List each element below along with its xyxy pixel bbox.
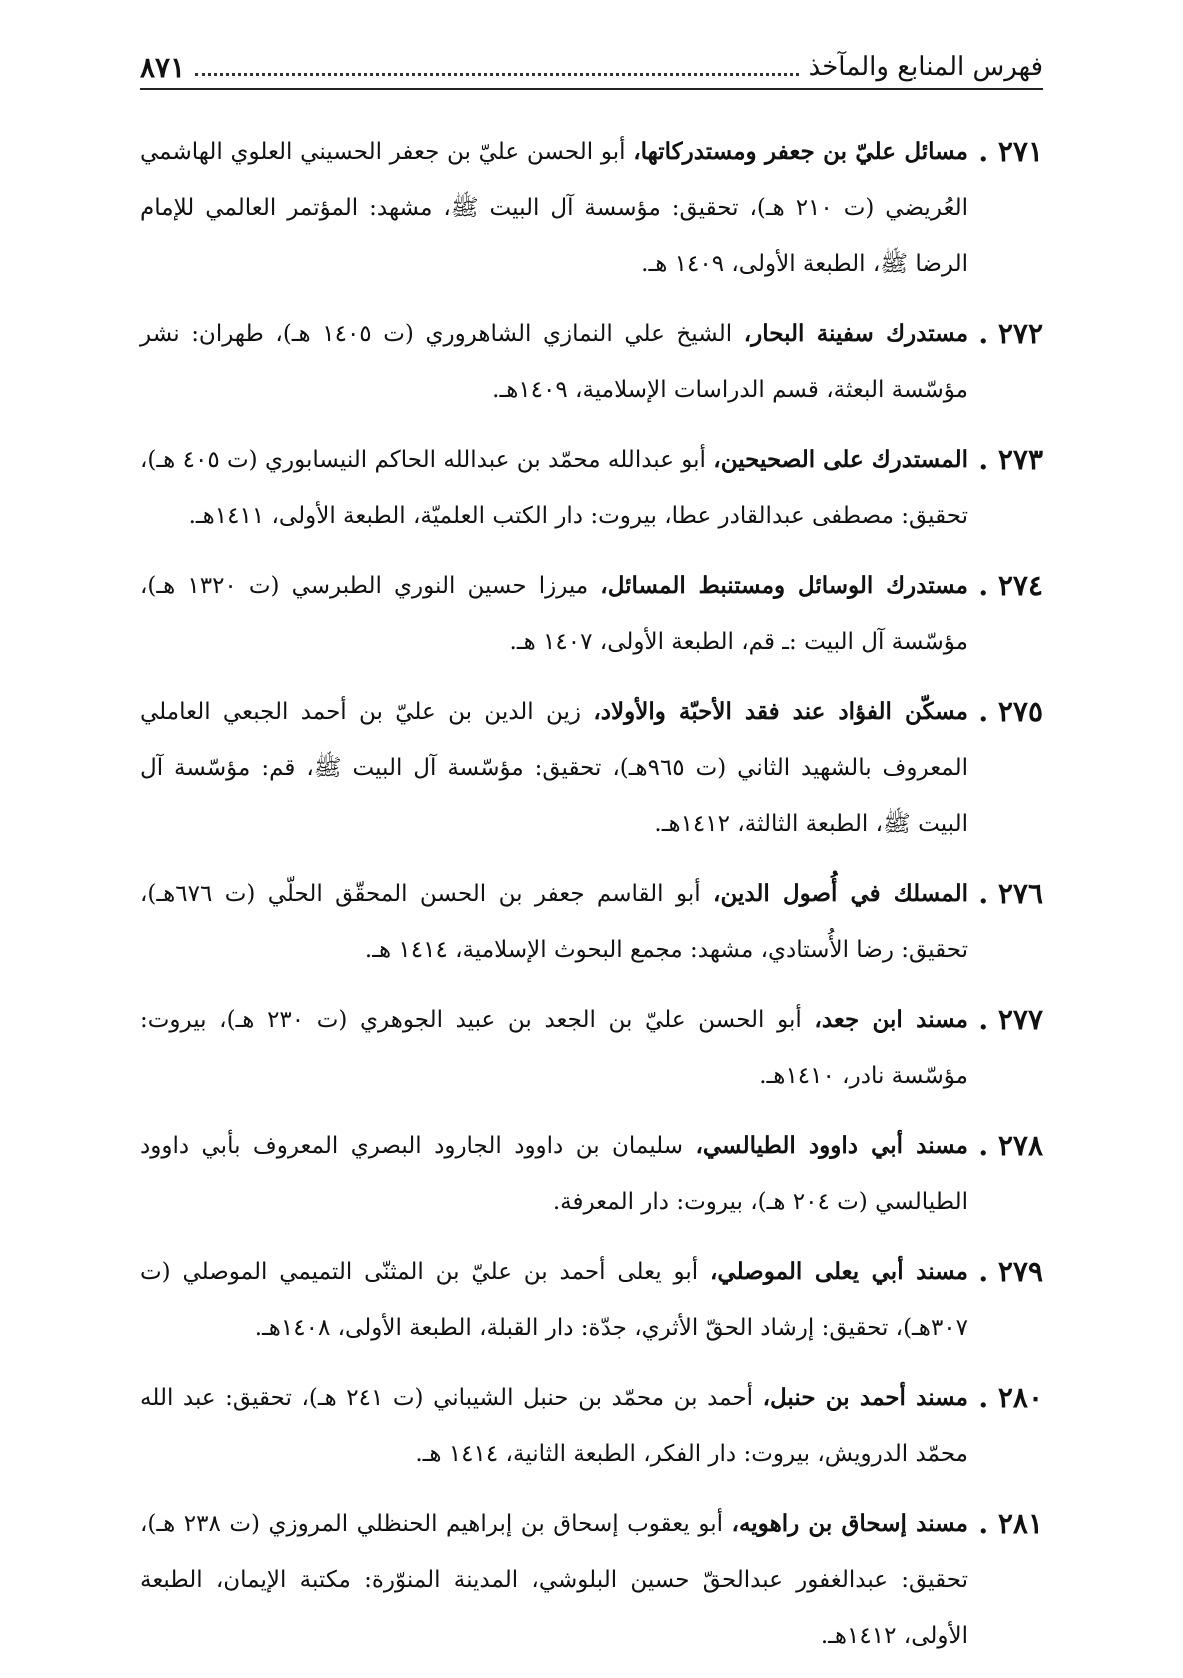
entry-number: ٢٧٢ . [978,317,1043,350]
running-header [140,42,1043,90]
entry-number: ٢٧١ . [978,135,1043,168]
entry-details: أبو عبدالله محمّد بن عبدالله الحاكم النيسابوري (ت ٤٠٥ هـ)، تحقيق: مصطفى عبدالقادر عطا، بيروت: دار الكتب العلميّة، الطبعة الأولى، ١٤١١هـ. [140,447,968,529]
bibliography-entry [140,684,1043,852]
entry-text [140,432,968,544]
entry-number: ٢٧٩ . [978,1255,1043,1288]
entry-number: ٢٧٦ . [978,877,1043,910]
bibliography-list [140,124,1043,1678]
bibliography-entry [140,1244,1043,1356]
bibliography-entry [140,306,1043,418]
entry-title: المسلك في أُصول الدين، [713,880,968,907]
entry-title: مسند ابن جعد، [814,1006,969,1033]
entry-title: مسند أبي داوود الطيالسي، [695,1132,968,1159]
entry-number: ٢٨٠ . [978,1381,1043,1414]
entry-title: مستدرك سفينة البحار، [743,320,969,347]
entry-text [140,1118,968,1230]
entry-text [140,124,968,292]
entry-text [140,558,968,670]
entry-details: أبو يعقوب إسحاق بن إبراهيم الحنظلي المروزي (ت ٢٣٨ هـ)، تحقيق: عبدالغفور عبدالحقّ حسين البلوشي، المدينة المنوّرة: مكتبة الإيمان، الطبعة الأولى، ١٤١٢هـ. [140,1511,968,1649]
bibliography-entry [140,866,1043,978]
bibliography-entry [140,558,1043,670]
bibliography-entry [140,432,1043,544]
header-title: فهرس المنابع والمآخذ [808,52,1043,82]
entry-number: ٢٧٨ . [978,1129,1043,1162]
entry-details: ميرزا حسين النوري الطبرسي (ت ١٣٢٠ هـ)، مؤسّسة آل البيت :ـ قم، الطبعة الأولى، ١٤٠٧ هـ. [140,573,968,655]
page-number: ٨٧١ [140,51,186,84]
entry-details: أحمد بن محمّد بن حنبل الشيباني (ت ٢٤١ هـ)، تحقيق: عبد الله محمّد الدرويش، بيروت: دار الفكر، الطبعة الثانية، ١٤١٤ هـ. [140,1385,968,1467]
entry-details: الشيخ علي النمازي الشاهروري (ت ١٤٠٥ هـ)، طهران: نشر مؤسّسة البعثة، قسم الدراسات الإسلامية، ١٤٠٩هـ. [140,321,968,403]
entry-title: مسند إسحاق بن راهويه، [731,1510,968,1537]
entry-details: أبو الحسن عليّ بن جعفر الحسيني العلوي الهاشمي العُريضي (ت ٢١٠ هـ)، تحقيق: مؤسسة آل البيت ﷺ، مشهد: المؤتمر العالمي للإمام الرضا ﷺ، الطبعة الأولى، ١٤٠٩ هـ. [140,139,969,277]
entry-number: ٢٧٥ . [978,695,1043,728]
entry-details: سليمان بن داوود الجارود البصري المعروف بأبي داوود الطيالسي (ت ٢٠٤ هـ)، بيروت: دار المعرفة. [140,1133,968,1215]
entry-text [140,1244,968,1356]
entry-title: مسكّن الفؤاد عند فقد الأحبّة والأولاد، [593,698,968,725]
entry-number: ٢٧٧ . [978,1003,1043,1036]
entry-text [140,992,968,1104]
entry-number: ٢٧٣ . [978,443,1043,476]
entry-title: مسند أبي يعلى الموصلي، [709,1258,968,1285]
entry-details: أبو القاسم جعفر بن الحسن المحقّق الحلّي (ت ٦٧٦هـ)، تحقيق: رضا الأُستادي، مشهد: مجمع البحوث الإسلامية، ١٤١٤ هـ. [140,881,968,963]
bibliography-entry [140,992,1043,1104]
entry-text [140,866,968,978]
entry-number: ٢٨١ . [978,1507,1043,1540]
bibliography-entry [140,1370,1043,1482]
entry-details: أبو الحسن عليّ بن الجعد بن عبيد الجوهري (ت ٢٣٠ هـ)، بيروت: مؤسّسة نادر، ١٤١٠هـ. [140,1007,968,1089]
entry-title: المستدرك على الصحيحين، [713,446,969,473]
entry-details: أبو يعلى أحمد بن عليّ بن المثنّى التميمي الموصلي (ت ٣٠٧هـ)، تحقيق: إرشاد الحقّ الأثري، جدّة: دار القبلة، الطبعة الأولى، ١٤٠٨هـ. [140,1259,968,1341]
entry-title: مسند أحمد بن حنبل، [762,1384,969,1411]
entry-text [140,684,968,852]
entry-text [140,1496,968,1664]
bibliography-entry [140,1496,1043,1664]
entry-title: مسائل عليّ بن جعفر ومستدركاتها، [633,138,968,165]
bibliography-entry [140,124,1043,292]
entry-details: زين الدين بن عليّ بن أحمد الجبعي العاملي المعروف بالشهيد الثاني (ت ٩٦٥هـ)، تحقيق: مؤسّسة آل البيت ﷺ، قم: مؤسّسة آل البيت ﷺ، الطبعة الثالثة، ١٤١٢هـ. [140,699,968,837]
entry-number: ٢٧٤ . [978,569,1043,602]
entry-text [140,306,968,418]
entry-text [140,1370,968,1482]
header-dot-leader [195,73,798,76]
bibliography-entry [140,1118,1043,1230]
entry-title: مستدرك الوسائل ومستنبط المسائل، [600,572,968,599]
